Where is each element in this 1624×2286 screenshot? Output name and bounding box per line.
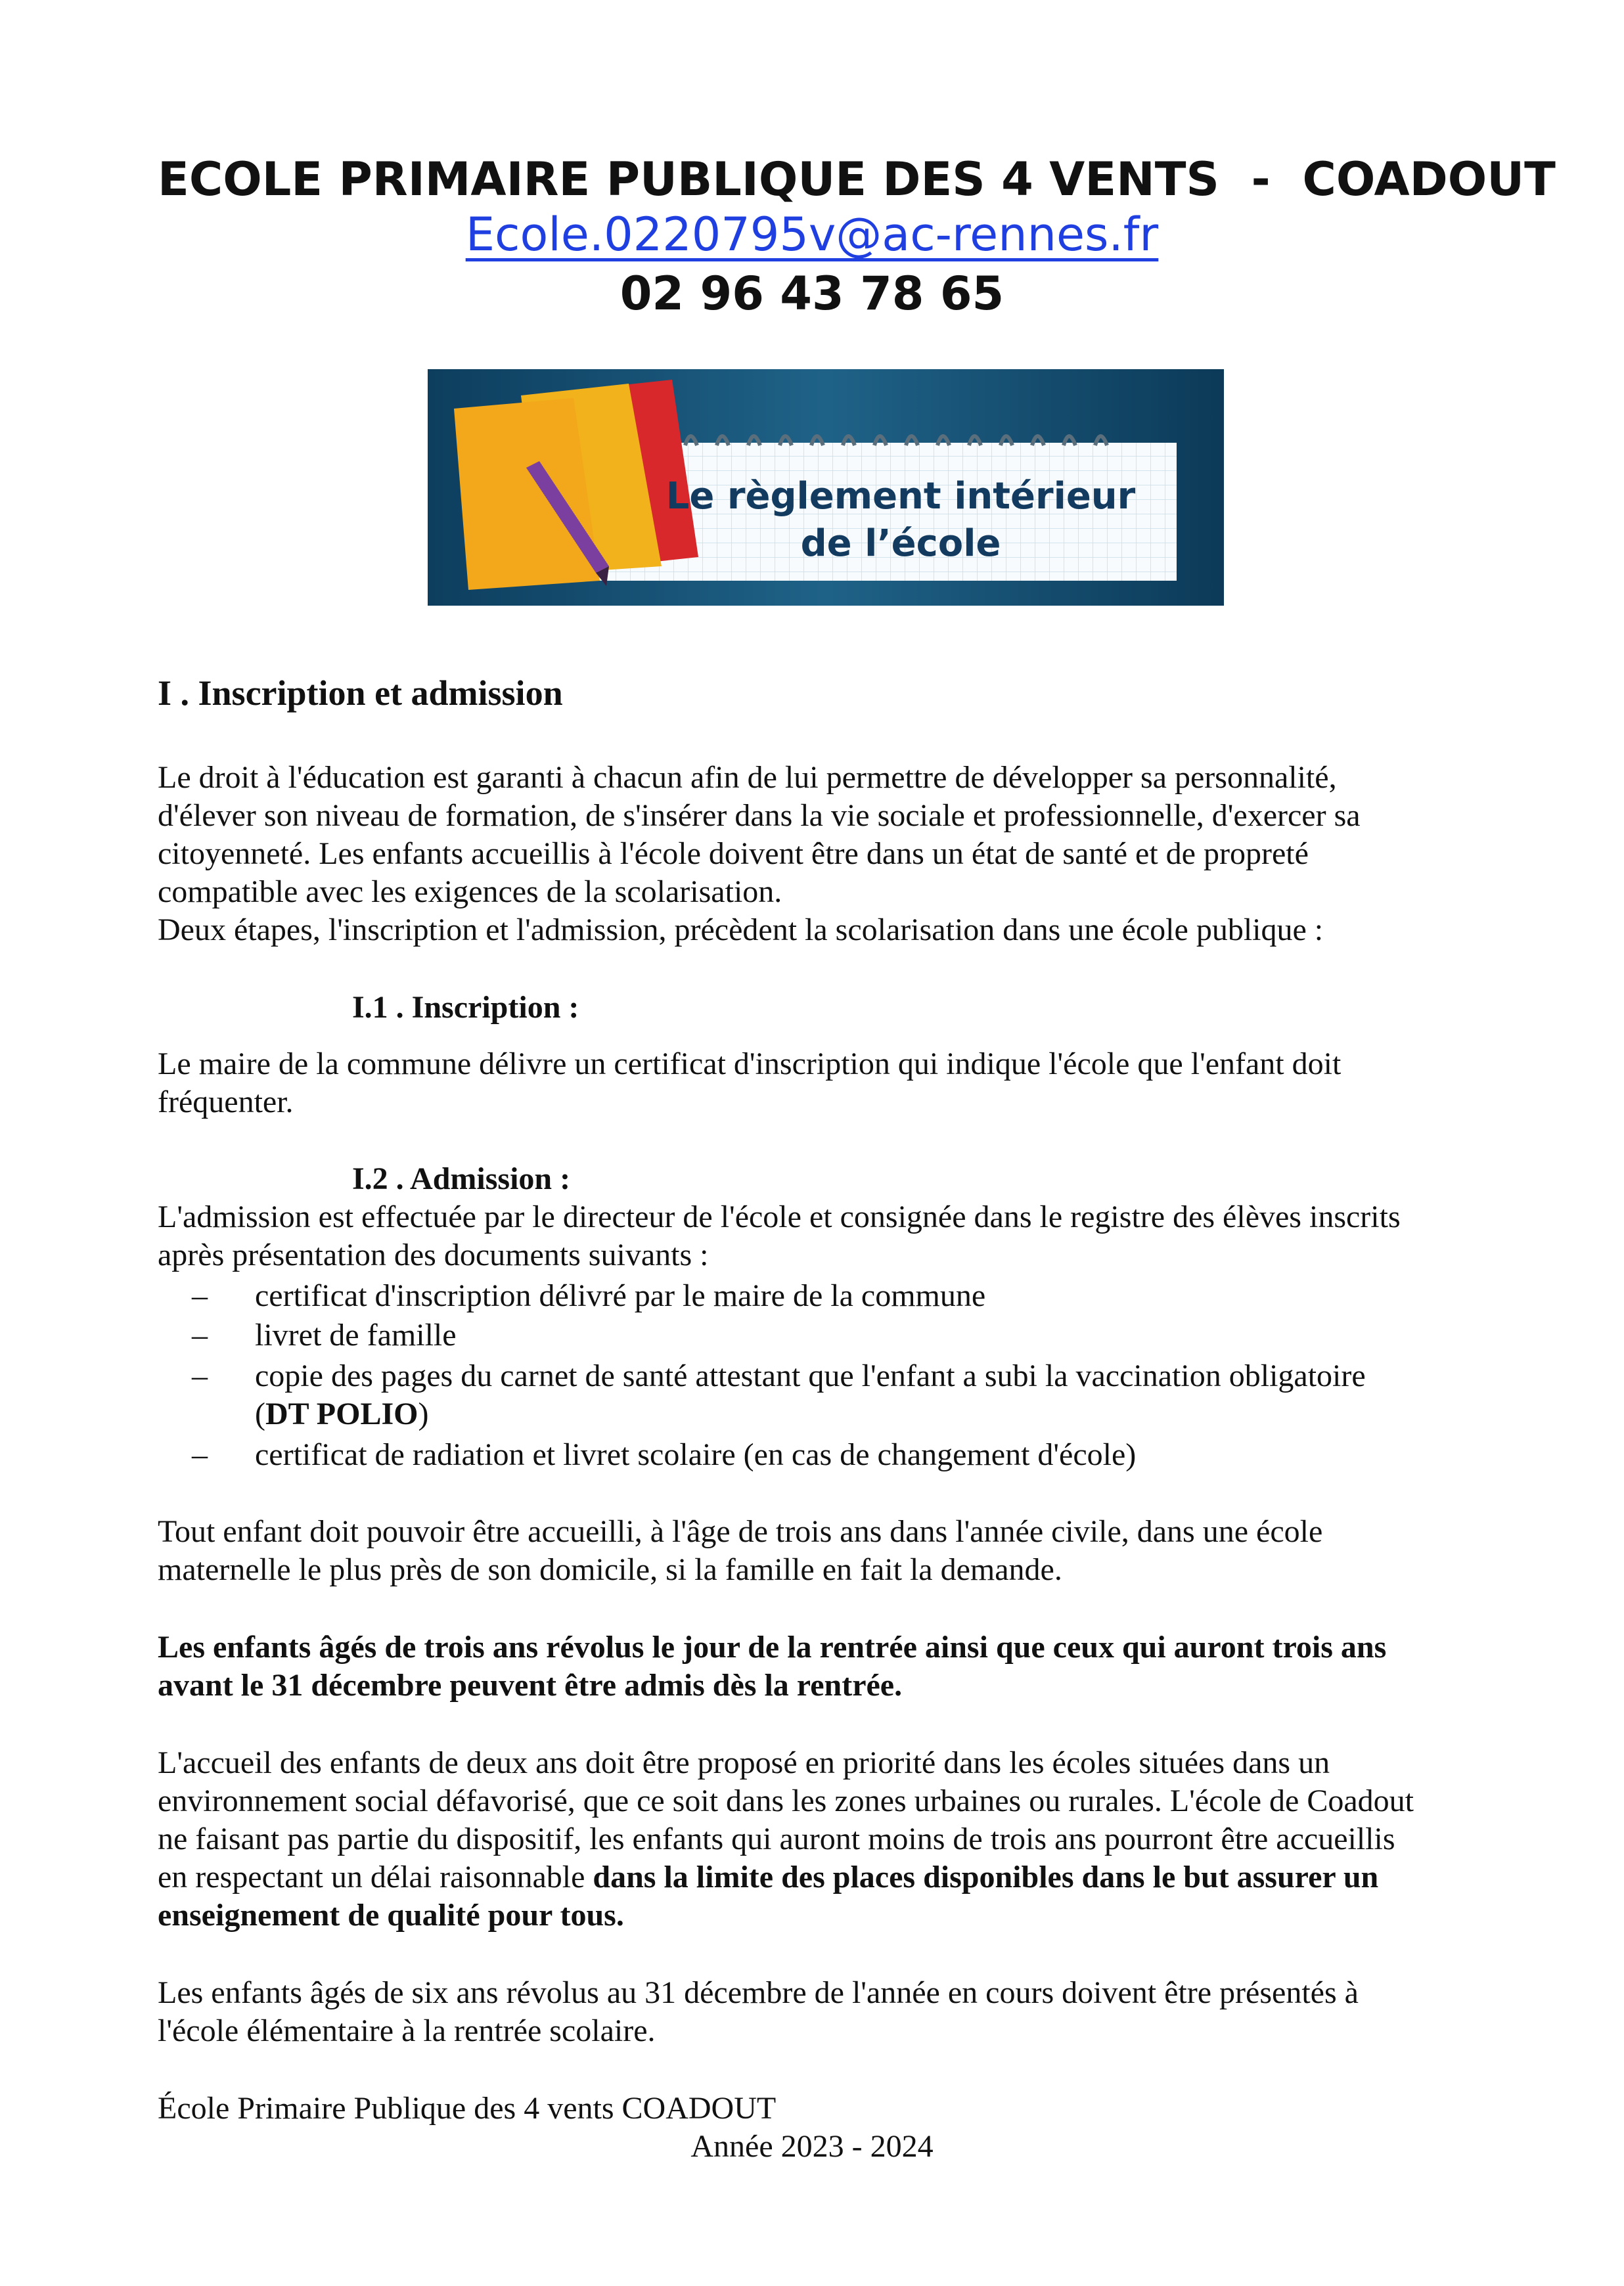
inscription-line-2: fréquenter. (158, 1085, 294, 1119)
deux-ans-line-4-bold: dans la limite des places disponibles dans le but assurer un (593, 1860, 1379, 1894)
list-bullet: – (192, 1358, 208, 1393)
intro-line-3: citoyenneté. Les enfants accueillis à l'école doivent être dans un état de santé et de propreté (158, 836, 1309, 871)
six-ans-line-1: Les enfants âgés de six ans révolus au 31 décembre de l'année en cours doivent être présentés à (158, 1975, 1359, 2010)
intro-line-4: compatible avec les exigences de la scolarisation. (158, 874, 782, 909)
rules-banner-image (428, 369, 1224, 606)
rule-line-2: avant le 31 décembre peuvent être admis dès la rentrée. (158, 1668, 903, 1703)
banner-line-1: Le règlement intérieur (665, 475, 1136, 518)
deux-ans-line-3: ne faisant pas partie du dispositif, les enfants qui auront moins de trois ans pourront être accueillis (158, 1822, 1395, 1856)
list-bullet: – (192, 1278, 208, 1313)
document-item-3-cont (255, 1395, 1503, 1433)
list-bullet: – (192, 1437, 208, 1472)
school-email-link[interactable] (0, 208, 1624, 261)
subsection-title-inscription: I.1 . Inscription : (352, 990, 579, 1025)
deux-ans-line-1: L'accueil des enfants de deux ans doit être proposé en priorité dans les écoles situées dans un (158, 1745, 1330, 1780)
email-link-text[interactable]: Ecole.0220795v@ac-rennes.fr (465, 208, 1159, 261)
section-title-inscription: I . Inscription et admission (158, 673, 563, 713)
six-ans-line-2: l'école élémentaire à la rentrée scolaire. (158, 2013, 656, 2048)
footer-school: École Primaire Publique des 4 vents COADOUT (158, 2091, 777, 2126)
subsection-title-admission: I.2 . Admission : (352, 1161, 571, 1196)
banner-line-2: de l’école (800, 522, 1001, 565)
school-title: ECOLE PRIMAIRE PUBLIQUE DES 4 VENTS - COADOUT (158, 152, 1556, 206)
admission-line-1: L'admission est effectuée par le directeur de l'école et consignée dans le registre des élèves inscrits (158, 1199, 1401, 1234)
vaccine-paren-open: ( (255, 1397, 265, 1431)
document-item-2: livret de famille (255, 1318, 457, 1353)
vaccine-name: DT POLIO (265, 1397, 418, 1431)
admission-line-2: après présentation des documents suivants : (158, 1238, 709, 1272)
document-item-3: copie des pages du carnet de santé attestant que l'enfant a subi la vaccination obligatoire (255, 1358, 1366, 1393)
document-item-1: certificat d'inscription délivré par le maire de la commune (255, 1278, 986, 1313)
school-phone: 02 96 43 78 65 (620, 267, 1004, 321)
maternelle-line-1: Tout enfant doit pouvoir être accueilli, à l'âge de trois ans dans l'année civile, dans une école (158, 1514, 1323, 1549)
vaccine-paren-close: ) (418, 1397, 429, 1431)
deux-ans-line-2: environnement social défavorisé, que ce soit dans les zones urbaines ou rurales. L'école de Coadout (158, 1783, 1414, 1818)
intro-line-5: Deux étapes, l'inscription et l'admission, précèdent la scolarisation dans une école publique : (158, 912, 1324, 947)
deux-ans-line-5: enseignement de qualité pour tous. (158, 1898, 624, 1933)
list-bullet: – (192, 1318, 208, 1353)
document-item-4: certificat de radiation et livret scolaire (en cas de changement d'école) (255, 1437, 1137, 1472)
rule-line-1: Les enfants âgés de trois ans révolus le jour de la rentrée ainsi que ceux qui auront trois ans (158, 1630, 1387, 1665)
intro-line-1: Le droit à l'éducation est garanti à chacun afin de lui permettre de développer sa personnalité, (158, 760, 1337, 795)
maternelle-line-2: maternelle le plus près de son domicile, si la famille en fait la demande. (158, 1552, 1062, 1587)
deux-ans-line-4-normal: en respectant un délai raisonnable (158, 1860, 593, 1894)
footer-year: Année 2023 - 2024 (690, 2129, 934, 2164)
inscription-line-1: Le maire de la commune délivre un certificat d'inscription qui indique l'école que l'enfant doit (158, 1046, 1342, 1081)
intro-line-2: d'élever son niveau de formation, de s'insérer dans la vie sociale et professionnelle, d'exercer sa (158, 798, 1361, 833)
deux-ans-line-4 (158, 1858, 1472, 1896)
